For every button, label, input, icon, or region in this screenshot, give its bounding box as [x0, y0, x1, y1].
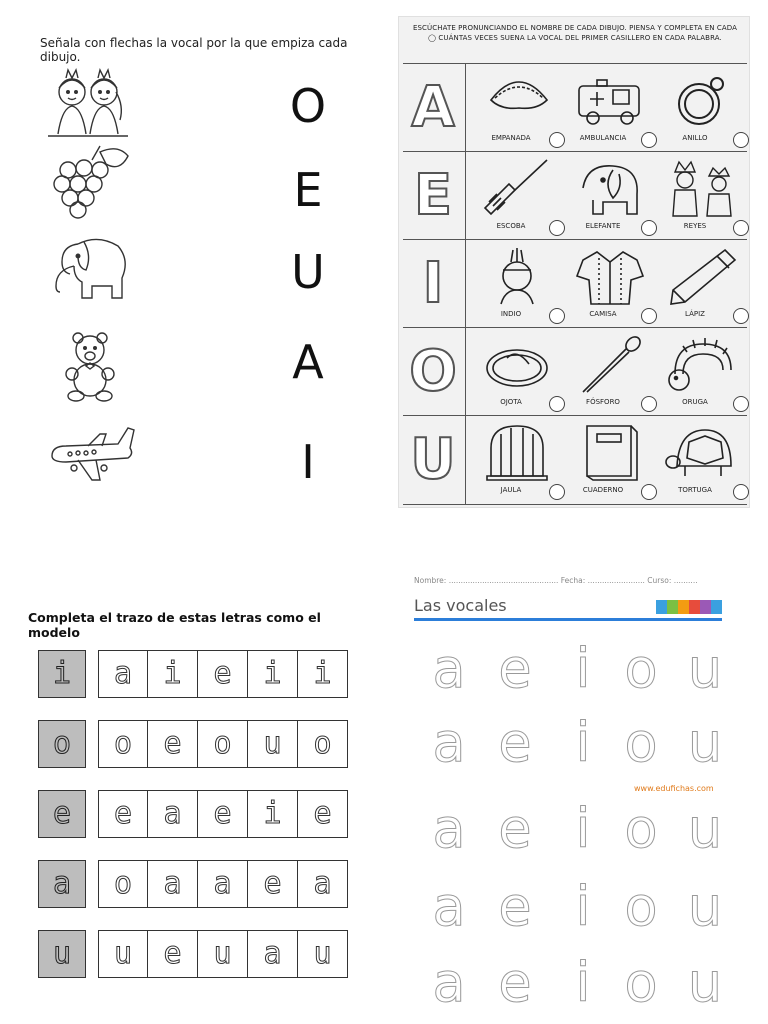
trace-box[interactable] [298, 930, 348, 978]
divider [465, 416, 466, 504]
trace-letter: o [213, 726, 232, 761]
trace-letter: o [113, 726, 133, 761]
word-label: ELEFANTE [585, 222, 621, 230]
vowel-row [48, 416, 358, 496]
trace-letter: e [213, 656, 232, 691]
worksheet-trace-letters [24, 604, 360, 984]
trace-letter: i [313, 656, 332, 691]
trace-letter: a [163, 796, 182, 831]
trace-letter: i [163, 656, 182, 691]
row-letter: A [411, 75, 455, 140]
word-label: CUADERNO [582, 486, 624, 494]
ring-icon [665, 70, 739, 130]
word-cell [565, 328, 655, 416]
trace-row [38, 860, 350, 910]
word-cell [657, 416, 747, 504]
answer-circle[interactable] [733, 484, 749, 500]
word-label: CAMISA [589, 310, 617, 318]
row-letter: I [422, 251, 444, 316]
trace-letter: o [313, 726, 332, 761]
trace-box[interactable] [298, 720, 348, 768]
word-cell [565, 152, 655, 240]
tracing-row [414, 872, 734, 942]
trace-letter: u [313, 936, 332, 971]
caterpillar-icon [665, 334, 739, 394]
trace-box[interactable] [98, 930, 148, 978]
trace-letter: a [163, 866, 182, 901]
elephant-icon [48, 226, 138, 306]
tracing-letter[interactable]: o [624, 711, 658, 774]
tracing-letter[interactable]: e [498, 711, 532, 774]
word-cell [473, 64, 563, 152]
tracing-letter[interactable]: o [624, 951, 658, 1014]
trace-letter: e [213, 796, 232, 831]
trace-box[interactable] [98, 650, 148, 698]
tracing-letter[interactable]: e [498, 637, 532, 700]
worksheet-title: Completa el trazo de estas letras como el modelo [28, 610, 321, 640]
row-letter: E [413, 163, 453, 228]
turtle-icon [665, 422, 739, 482]
trace-box[interactable] [298, 650, 348, 698]
vowel-letter: I [301, 435, 315, 489]
trace-box[interactable] [148, 930, 198, 978]
tracing-row [414, 794, 734, 864]
trace-letter: u [263, 726, 282, 761]
empanada-icon [481, 70, 555, 130]
model-letter-box [38, 930, 86, 978]
word-label: JAULA [500, 486, 522, 494]
vowel-letter: U [291, 245, 325, 299]
word-cell [657, 240, 747, 328]
answer-circle[interactable] [549, 396, 565, 412]
trace-box[interactable] [248, 720, 298, 768]
trace-box[interactable] [98, 720, 148, 768]
model-letter: i [52, 656, 72, 691]
trace-letter: e [263, 866, 282, 901]
word-cell [473, 152, 563, 240]
trace-box[interactable] [298, 790, 348, 838]
word-cell [565, 240, 655, 328]
trace-letter: u [213, 936, 232, 971]
answer-circle[interactable] [549, 308, 565, 324]
trace-box[interactable] [148, 860, 198, 908]
model-letter-box [38, 790, 86, 838]
match-icon [573, 334, 647, 394]
table-row [403, 415, 747, 505]
word-label: ESCOBA [496, 222, 526, 230]
trace-box[interactable] [298, 860, 348, 908]
trace-letter: a [213, 866, 232, 901]
airplane-icon [48, 416, 138, 496]
indian-icon [481, 246, 555, 306]
worksheet-vowel-tracing [408, 568, 758, 1018]
tracing-letter[interactable]: a [432, 797, 466, 860]
trace-box[interactable] [198, 650, 248, 698]
tracing-letter[interactable]: i [575, 951, 591, 1014]
tracing-letter[interactable]: a [432, 875, 466, 938]
answer-circle[interactable] [641, 308, 657, 324]
word-label: INDIO [500, 310, 522, 318]
word-cell [657, 152, 747, 240]
title-underline [414, 618, 722, 621]
vowel-row [48, 326, 358, 406]
divider [465, 328, 466, 416]
answer-circle[interactable] [641, 132, 657, 148]
word-label: TORTUGA [678, 486, 712, 494]
model-letter: a [52, 866, 72, 901]
trace-box[interactable] [198, 930, 248, 978]
tracing-letter[interactable]: i [575, 711, 591, 774]
vowel-row [48, 62, 358, 142]
notebook-icon [573, 422, 647, 482]
tracing-letter[interactable]: i [575, 637, 591, 700]
trace-box[interactable] [148, 720, 198, 768]
vowel-letter: A [292, 335, 324, 389]
tracing-letter[interactable]: u [687, 797, 723, 860]
answer-circle[interactable] [549, 220, 565, 236]
model-letter: u [52, 936, 72, 971]
edufichas-logo [656, 598, 722, 616]
answer-circle[interactable] [641, 396, 657, 412]
worksheet-count-vowels [398, 16, 750, 508]
trace-box[interactable] [98, 860, 148, 908]
answer-circle[interactable] [549, 484, 565, 500]
tracing-letter[interactable]: i [575, 875, 591, 938]
pencil-icon [665, 246, 739, 306]
table-row [403, 327, 747, 416]
trace-letter: o [113, 866, 133, 901]
word-label: EMPANADA [491, 134, 531, 142]
divider [465, 240, 466, 328]
cage-icon [481, 422, 555, 482]
word-label: REYES [683, 222, 707, 230]
trace-row [38, 650, 350, 700]
page-title: Las vocales [414, 596, 507, 615]
worksheet-title: Señala con flechas la vocal por la que empiza cada dibujo. [40, 36, 348, 64]
kings-icon [665, 158, 739, 218]
student-fields: Nombre: .............................................. Fecha: ........................ Curso: .......... [414, 576, 698, 585]
word-label: ORUGA [682, 398, 708, 406]
trace-box[interactable] [198, 860, 248, 908]
word-label: AMBULANCIA [579, 134, 627, 142]
tracing-letter[interactable]: o [624, 637, 658, 700]
word-cell [473, 328, 563, 416]
worksheet-point-vowels [14, 20, 374, 510]
word-label: FÓSFORO [586, 398, 620, 406]
trace-box[interactable] [98, 790, 148, 838]
tracing-letter[interactable]: i [575, 797, 591, 860]
word-cell [473, 240, 563, 328]
model-letter-box [38, 720, 86, 768]
vowel-letter: E [293, 163, 323, 217]
word-cell [565, 64, 655, 152]
children-icon [48, 62, 138, 142]
table-row [403, 239, 747, 328]
broom-icon [481, 158, 555, 218]
trace-box[interactable] [248, 790, 298, 838]
word-cell [657, 328, 747, 416]
vowel-row [48, 226, 358, 306]
tracing-letter[interactable]: u [687, 637, 723, 700]
answer-circle[interactable] [641, 220, 657, 236]
trace-letter: e [163, 726, 182, 761]
row-letter: U [410, 427, 456, 492]
sandal-icon [481, 334, 555, 394]
answer-circle[interactable] [733, 396, 749, 412]
ambulance-icon [573, 70, 647, 130]
answer-circle[interactable] [641, 484, 657, 500]
trace-letter: a [263, 936, 282, 971]
row-letter: O [409, 339, 457, 404]
trace-box[interactable] [148, 650, 198, 698]
answer-circle[interactable] [733, 308, 749, 324]
model-letter-box [38, 860, 86, 908]
trace-box[interactable] [248, 650, 298, 698]
shirt-icon [573, 246, 647, 306]
trace-letter: u [113, 936, 133, 971]
trace-box[interactable] [198, 790, 248, 838]
trace-letter: a [113, 656, 133, 691]
word-label: OJOTA [500, 398, 522, 406]
trace-row [38, 790, 350, 840]
tracing-letter[interactable]: o [624, 875, 658, 938]
answer-circle[interactable] [733, 132, 749, 148]
divider [465, 152, 466, 240]
trace-box[interactable] [198, 720, 248, 768]
vowel-table [403, 63, 747, 505]
trace-letter: a [313, 866, 332, 901]
table-row [403, 63, 747, 152]
word-cell [657, 64, 747, 152]
trace-letter: e [113, 796, 133, 831]
trace-box[interactable] [248, 860, 298, 908]
grapes-icon [48, 142, 138, 222]
trace-box[interactable] [148, 790, 198, 838]
word-cell [565, 416, 655, 504]
tracing-row [414, 634, 734, 704]
tracing-letter[interactable]: a [432, 637, 466, 700]
elephant-icon [573, 158, 647, 218]
trace-box[interactable] [248, 930, 298, 978]
vowel-letter: O [289, 79, 327, 133]
trace-letter: i [263, 656, 282, 691]
tracing-letter[interactable]: a [432, 951, 466, 1014]
word-cell [473, 416, 563, 504]
tracing-letter[interactable]: u [687, 875, 723, 938]
trace-row [38, 930, 350, 980]
tracing-row [414, 708, 734, 778]
answer-circle[interactable] [549, 132, 565, 148]
vowel-row [48, 142, 358, 222]
trace-letter: e [163, 936, 182, 971]
table-row [403, 151, 747, 240]
model-letter: e [52, 796, 72, 831]
trace-row [38, 720, 350, 770]
worksheet-instructions: ESCÚCHATE PRONUNCIANDO EL NOMBRE DE CADA DIBUJO. PIENSA Y COMPLETA EN CADA ◯ CUÁNTAS VECES SUENA LA VOCAL DEL PRIMER CASILLERO EN CADA PALABRA. [412, 24, 738, 42]
tracing-letter[interactable]: o [624, 797, 658, 860]
tracing-row [414, 948, 734, 1018]
teddy-bear-icon [48, 326, 138, 406]
tracing-letter[interactable]: u [687, 951, 723, 1014]
tracing-letter[interactable]: e [498, 797, 532, 860]
website-url[interactable]: www.edufichas.com [634, 784, 714, 793]
answer-circle[interactable] [733, 220, 749, 236]
divider [465, 64, 466, 152]
tracing-letter[interactable]: e [498, 951, 532, 1014]
model-letter-box [38, 650, 86, 698]
trace-letter: i [263, 796, 282, 831]
model-letter: o [52, 726, 72, 761]
tracing-letter[interactable]: u [687, 711, 723, 774]
tracing-letter[interactable]: a [432, 711, 466, 774]
word-label: ANILLO [682, 134, 708, 142]
trace-letter: e [313, 796, 332, 831]
tracing-letter[interactable]: e [498, 875, 532, 938]
word-label: LÁPIZ [685, 310, 705, 318]
